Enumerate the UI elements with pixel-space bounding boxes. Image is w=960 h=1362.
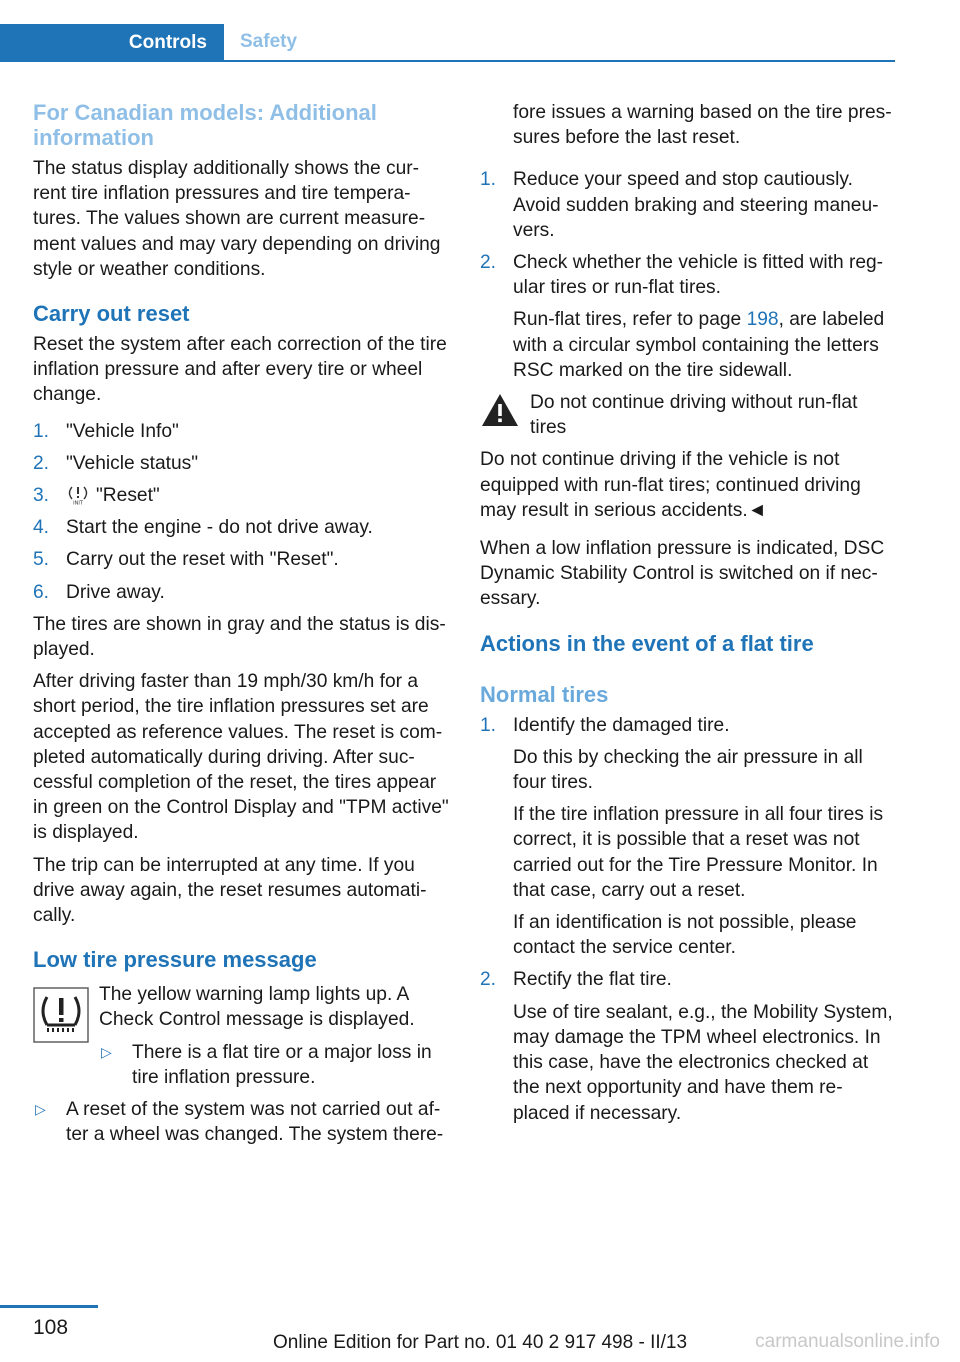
list-item: 2. "Vehicle status" [33,452,199,474]
low-pressure-text: The yellow warning lamp lights up. A Check Control message is displayed. [99,984,415,1031]
reset-steps [33,419,449,605]
watermark: carmanualsonline.info [755,1331,940,1352]
canadian-text: The status display additionally shows the cur-rent tire inflation pressures and tire tempera-tures. The values shown are current measure-ment values and may vary depending on driving style or weather conditions. [33,158,441,280]
left-column [33,100,449,1155]
warning-triangle-icon [480,392,520,428]
reset-heading: Carry out reset [33,301,190,327]
lamp-block [33,982,449,1090]
list-item: 6. Drive away. [33,581,165,603]
canadian-heading: For Canadian models: Additional information [33,100,377,150]
normal-steps [480,713,898,1126]
dsc-text: When a low inflation pressure is indicated, DSC Dynamic Stability Control is switched on if nec-essary. [480,538,885,610]
tab-safety[interactable]: Safety [240,31,298,52]
flat-tire-heading: Actions in the event of a flat tire [480,630,814,656]
para-trip: The trip can be interrupted at any time. If you drive away again, the reset resumes automati-cally. [33,854,427,927]
header-tabs [0,24,895,62]
continued-text: fore issues a warning based on the tire pres-sures before the last reset. [513,102,892,149]
para-gray: The tires are shown in gray and the status is dis-played. [33,613,446,661]
list-item: 2. Check whether the vehicle is fitted with reg-ular tires or run-flat tires. Run-flat tires, refer to page 198, are labeled with a circular symbol containing the letters RSC marked on the tire sidewall. [480,250,898,383]
low-pressure-heading: Low tire pressure message [33,947,317,973]
warning-text: Do not continue driving if the vehicle is not equipped with run-flat tires; continued driving may result in serious accidents.◄ [480,449,861,521]
tpm-init-icon [66,485,90,505]
list-item: 1. "Vehicle Info" [33,420,179,442]
list-item: 4. Start the engine - do not drive away. [33,517,373,539]
footer-rule [0,1305,98,1308]
para-driving: After driving faster than 19 mph/30 km/h for a short period, the tire inflation pressures set are accepted as reference values. The reset is com-pleted automatically during driving. After suc-cessful completion of the reset, the tires appear in green on the Control Display and "TPM active" is displayed. [33,671,449,844]
list-item: 2. Rectify the flat tire. Use of tire sealant, e.g., the Mobility System, may damage the TPM wheel electronics. In this case, have the electronics checked at the next opportunity and have them re-placed if necessary. [480,969,893,1124]
tire-pressure-warning-icon [33,987,89,1043]
right-column [480,103,898,1133]
list-item: 1. Reduce your speed and stop cautiously. Avoid sudden braking and steering maneu-vers. [480,169,879,241]
tab-controls[interactable]: Controls [0,24,224,62]
svg-text:INIT: INIT [73,500,83,506]
list-item: 5. Carry out the reset with "Reset". [33,549,339,571]
triangle-bullet-icon: ▷ [35,1101,46,1118]
page-link[interactable]: 198 [746,309,779,331]
flat-steps [480,167,898,383]
normal-tires-heading: Normal tires [480,681,609,707]
reset-intro: Reset the system after each correction of the tire inflation pressure and after every tire or wheel change. [33,334,447,406]
runflat-note: Run-flat tires, refer to page 198, are labeled with a circular symbol containing the letters RSC marked on the tire sidewall. [513,309,885,381]
triangle-bullet-icon: ▷ [101,1043,112,1060]
list-item: ▷ A reset of the system was not carried out af-ter a wheel was changed. The system there- [35,1099,444,1146]
page-number: 108 [33,1316,69,1339]
list-item: 3. INIT "Reset" [33,485,160,507]
list-item: 1. Identify the damaged tire. Do this by checking the air pressure in all four tires. If the tire inflation pressure in all four tires is correct, it is possible that a reset was not carried out for the Tire Pressure Monitor. In that case, carry out a reset. If an identification is not possible, please contact the service center. [480,714,884,959]
warning-block [480,390,898,440]
edition-text: Online Edition for Part no. 01 40 2 917 498 - II/13 [273,1332,688,1353]
list-item: ▷ There is a flat tire or a major loss in tire inflation pressure. [101,1041,432,1088]
warning-title: Do not continue driving without run-flat tires [530,392,858,439]
header-rule [0,60,895,62]
